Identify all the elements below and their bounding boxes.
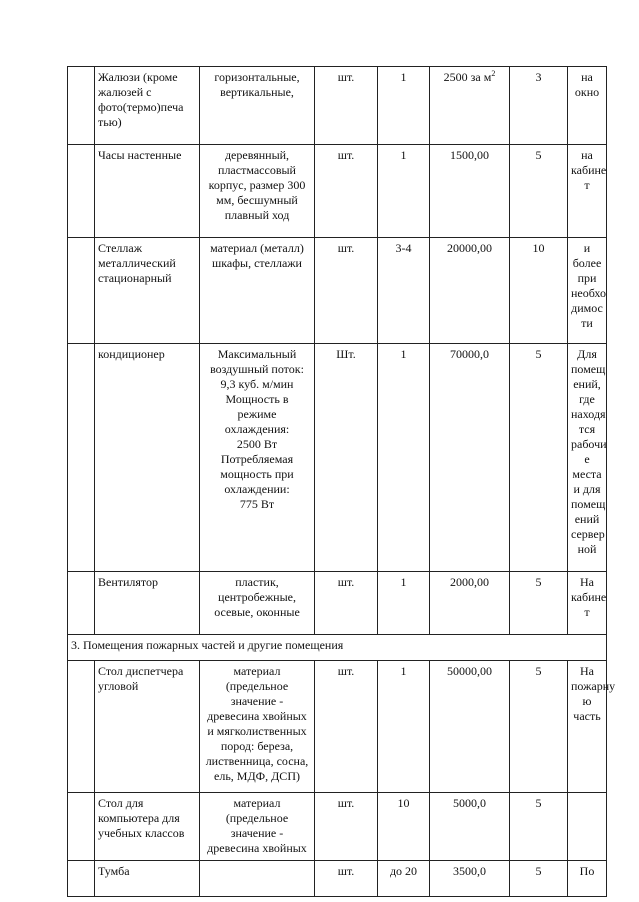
quantity-cell: до 20 [378, 861, 430, 897]
table-row [68, 238, 607, 344]
note-line: помещ [571, 497, 606, 511]
note-line: ной [577, 542, 597, 556]
item-spec-line: пород: береза, [220, 739, 294, 753]
item-name-cell [95, 238, 200, 344]
price-cell [430, 238, 510, 344]
table-row [68, 145, 607, 238]
item-spec-line: 775 Вт [239, 497, 275, 511]
note-cell [568, 861, 607, 897]
item-spec-line: материал [233, 664, 281, 678]
item-name-line: Стол для [98, 796, 144, 810]
price-value: 20000,00 [447, 241, 492, 255]
note-line: где [579, 392, 595, 406]
unit-cell: шт. [315, 793, 378, 861]
table-row [68, 793, 607, 861]
item-name-line: Тумба [98, 864, 130, 878]
service-life-cell: 3 [510, 67, 568, 145]
note-line: и [583, 241, 591, 255]
item-spec-cell [200, 661, 315, 793]
row-number-cell [68, 661, 95, 793]
item-spec-line: пластик, [235, 575, 279, 589]
note-line: помещ [571, 362, 606, 376]
note-line: На [580, 575, 594, 589]
note-line: ений, [573, 377, 601, 391]
item-name-line: Стеллаж [98, 241, 143, 255]
note-line: окно [574, 85, 600, 99]
item-spec-line: ель, МДФ, ДСП) [214, 769, 300, 783]
item-name-line: учебных классов [98, 826, 185, 840]
item-spec-cell [200, 793, 315, 861]
unit-cell: шт. [315, 661, 378, 793]
price-cell [430, 145, 510, 238]
row-number-cell [68, 238, 95, 344]
table-row [68, 344, 607, 572]
note-line: тся [578, 422, 596, 436]
item-spec-cell [200, 572, 315, 635]
item-spec-cell [200, 145, 315, 238]
item-name-cell [95, 793, 200, 861]
item-spec-line: осевые, оконные [214, 605, 300, 619]
item-name-line: стационарный [98, 271, 172, 285]
note-cell [568, 793, 607, 861]
price-cell [430, 572, 510, 635]
note-line: и для [573, 482, 601, 496]
item-spec-line: материал (металл) [210, 241, 304, 255]
note-line: кабине [571, 163, 607, 177]
note-line: на [581, 70, 593, 84]
row-number-cell [68, 793, 95, 861]
note-line: необхо [571, 286, 606, 300]
quantity-cell: 1 [378, 67, 430, 145]
item-spec-line: пластмассовый [218, 163, 296, 177]
item-spec-line: Мощность в [225, 392, 289, 406]
note-line: более [572, 256, 602, 270]
item-name-line: Жалюзи (кроме [98, 70, 178, 84]
note-line: пожарну [571, 679, 616, 693]
price-unit-exponent: 2 [491, 69, 496, 78]
note-line: Для [577, 347, 597, 361]
item-spec-line: режиме [237, 407, 277, 421]
item-name-line: Часы настенные [98, 148, 182, 162]
note-line: По [579, 864, 595, 878]
item-spec-line: вертикальные, [220, 85, 294, 99]
note-cell [568, 238, 607, 344]
item-name-cell [95, 572, 200, 635]
item-spec-line: шкафы, стеллажи [212, 256, 302, 270]
table-row [68, 661, 607, 793]
price-value: 5000,0 [453, 796, 486, 810]
table-row [68, 861, 607, 897]
note-line: димос [571, 301, 603, 315]
item-spec-line: (предельное [225, 811, 289, 825]
item-spec-line: древесина хвойных [207, 841, 307, 855]
price-value: 3500,0 [453, 864, 486, 878]
item-spec-line: и мягколиственных [207, 724, 307, 738]
unit-cell: шт. [315, 238, 378, 344]
row-number-cell [68, 861, 95, 897]
note-line: ений [574, 512, 600, 526]
item-spec-line: 9,3 куб. м/мин [220, 377, 294, 391]
service-life-cell: 5 [510, 861, 568, 897]
note-line: т [584, 178, 590, 192]
item-spec-line: (предельное [225, 679, 289, 693]
note-cell [568, 67, 607, 145]
table-body-after [68, 661, 616, 897]
section-header-group [68, 635, 607, 661]
quantity-cell: 1 [378, 344, 430, 572]
quantity-cell: 1 [378, 572, 430, 635]
price-value: 70000,0 [450, 347, 489, 361]
item-name-line: металлический [98, 256, 176, 270]
unit-cell: шт. [315, 145, 378, 238]
item-spec-cell [200, 67, 315, 145]
row-number-cell [68, 572, 95, 635]
item-name-line: компьютера для [98, 811, 180, 825]
note-line: находя [571, 407, 606, 421]
item-name-line: Вентилятор [98, 575, 159, 589]
note-line: т [584, 605, 590, 619]
service-life-cell: 5 [510, 344, 568, 572]
item-name-cell [95, 344, 200, 572]
service-life-cell: 5 [510, 145, 568, 238]
item-name-line: Стол диспетчера [98, 664, 184, 678]
note-line: ти [581, 316, 593, 330]
item-spec-line: Максимальный [217, 347, 297, 361]
quantity-cell: 3-4 [378, 238, 430, 344]
price-value: 1500,00 [450, 148, 489, 162]
row-number-cell [68, 145, 95, 238]
item-spec-line: горизонтальные, [214, 70, 300, 84]
section-title: 3. Помещения пожарных частей и другие помещения [68, 635, 607, 661]
note-line: е [584, 452, 590, 466]
unit-cell: Шт. [315, 344, 378, 572]
item-spec-line: древесина хвойных [207, 709, 307, 723]
item-spec-line: мощность при [220, 467, 294, 481]
item-name-line: угловой [98, 679, 139, 693]
table-row [68, 67, 607, 145]
item-spec-line: мм, бесшумный [216, 193, 298, 207]
item-spec-line: центробежные, [218, 590, 296, 604]
item-spec-line: Потребляемая [220, 452, 294, 466]
note-line: рабочи [571, 437, 607, 451]
item-spec-line: деревянный, [224, 148, 290, 162]
item-name-cell [95, 145, 200, 238]
item-name-cell [95, 67, 200, 145]
unit-cell: шт. [315, 67, 378, 145]
price-value: 2000,00 [450, 575, 489, 589]
table-row [68, 572, 607, 635]
item-spec-line: охлаждения: [224, 422, 290, 436]
item-spec-line: воздушный поток: [210, 362, 304, 376]
item-spec-cell [200, 344, 315, 572]
note-line: на [581, 148, 593, 162]
price-value: 50000,00 [447, 664, 492, 678]
price-cell [430, 661, 510, 793]
quantity-cell: 1 [378, 661, 430, 793]
item-name-line: тью) [98, 115, 122, 129]
price-cell [430, 67, 510, 145]
item-name-cell [95, 661, 200, 793]
note-line: сервер [571, 527, 605, 541]
specification-table [67, 66, 616, 897]
note-line: ю [582, 694, 592, 708]
note-line: кабине [571, 590, 607, 604]
service-life-cell: 10 [510, 238, 568, 344]
item-spec-line: плавный ход [224, 208, 290, 222]
note-line: при [577, 271, 597, 285]
price-cell [430, 793, 510, 861]
item-spec-cell [200, 238, 315, 344]
note-line: места [572, 467, 602, 481]
item-spec-line: значение - [230, 826, 284, 840]
item-spec-line: 2500 Вт [236, 437, 278, 451]
quantity-cell: 1 [378, 145, 430, 238]
note-cell [568, 661, 616, 793]
note-line: На [580, 664, 594, 678]
item-name-cell [95, 861, 200, 897]
service-life-cell: 5 [510, 793, 568, 861]
note-cell [568, 145, 607, 238]
section-header-row [68, 635, 607, 661]
service-life-cell: 5 [510, 661, 568, 793]
note-line: часть [573, 709, 601, 723]
note-cell [568, 572, 607, 635]
table-body-before [68, 67, 607, 635]
item-name-line: кондиционер [98, 347, 165, 361]
item-name-line: фото(термо)печа [98, 100, 184, 114]
price-value: 2500 за м [443, 70, 492, 84]
item-name-line: жалюзей с [98, 85, 152, 99]
item-spec-line: материал [233, 796, 281, 810]
unit-cell: шт. [315, 572, 378, 635]
item-spec-cell [200, 861, 315, 897]
price-cell [430, 861, 510, 897]
quantity-cell: 10 [378, 793, 430, 861]
price-cell [430, 344, 510, 572]
item-spec-line: лиственница, сосна, [205, 754, 309, 768]
item-spec-line: корпус, размер 300 [208, 178, 306, 192]
note-cell [568, 344, 607, 572]
item-spec-line: охлаждении: [224, 482, 290, 496]
item-spec-line: значение - [230, 694, 284, 708]
service-life-cell: 5 [510, 572, 568, 635]
row-number-cell [68, 344, 95, 572]
unit-cell: шт. [315, 861, 378, 897]
row-number-cell [68, 67, 95, 145]
